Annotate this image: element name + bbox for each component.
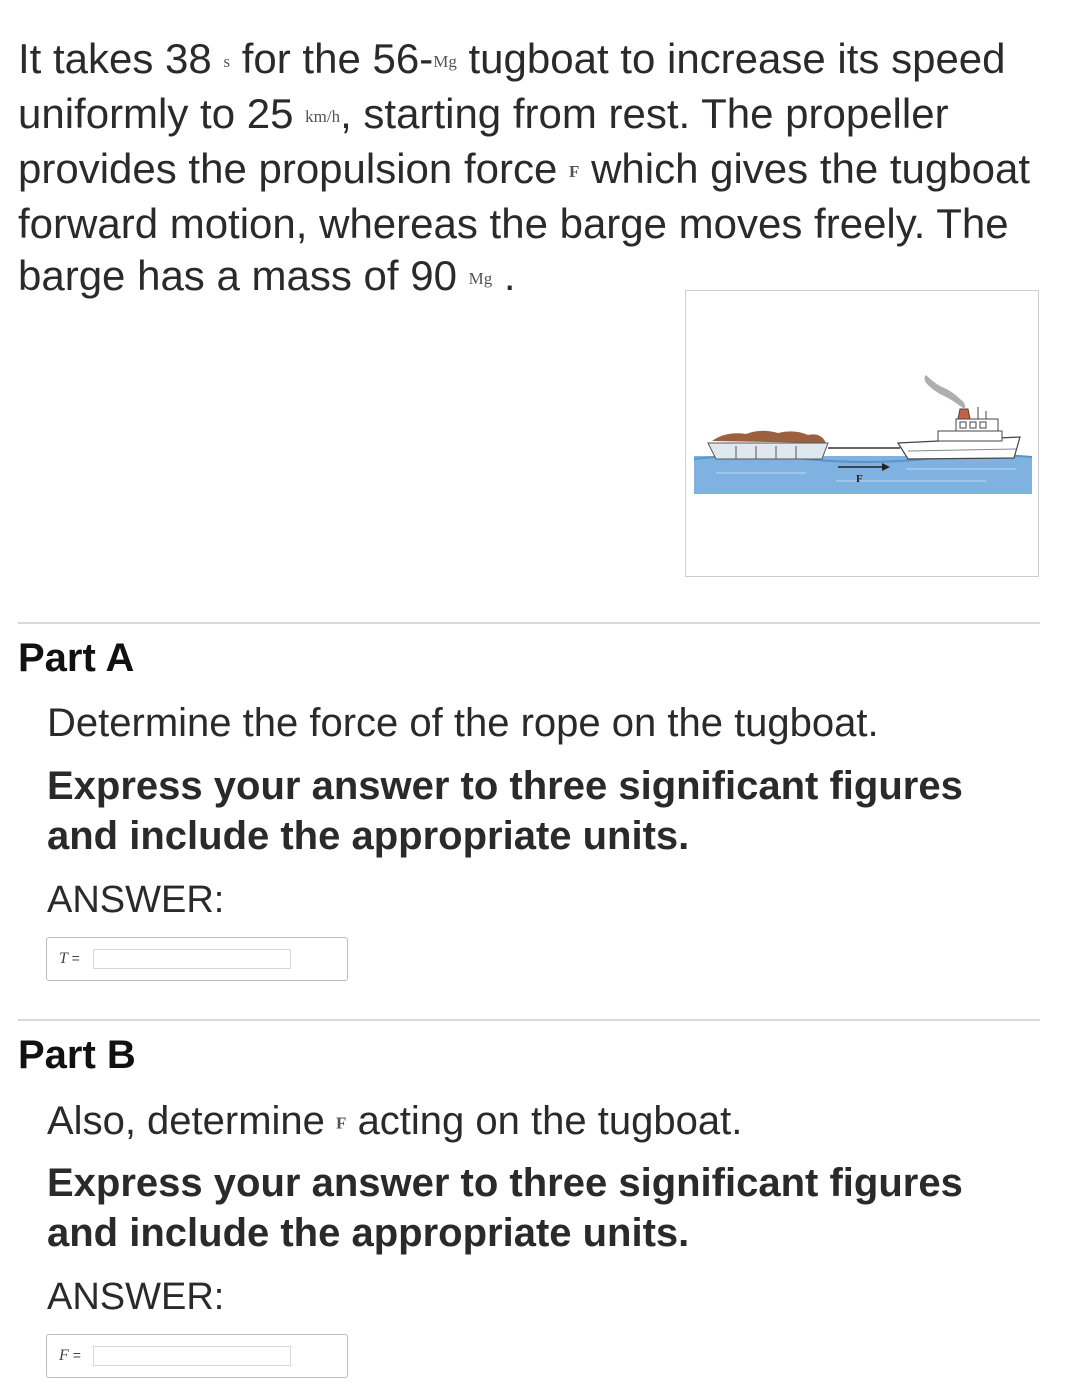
problem-text-2: for the 56- bbox=[241, 35, 434, 82]
problem-text-4: , starting from rest. The propeller provides the propulsion force bbox=[18, 89, 949, 192]
part-b-question-after: acting on the tugboat. bbox=[357, 1099, 743, 1143]
part-a-title: Part A bbox=[18, 636, 135, 680]
part-a-question: Determine the force of the rope on the tugboat. bbox=[47, 701, 879, 745]
problem-text-1: It takes 38 bbox=[18, 35, 212, 82]
problem-text-5: which gives the tugboat forward motion, whereas the barge moves freely. The barge has a mass of 90 bbox=[18, 144, 1031, 299]
part-b-answer-label: ANSWER: bbox=[47, 1276, 225, 1318]
unit-force-symbol: F bbox=[569, 161, 580, 181]
part-a-answer-box bbox=[46, 937, 348, 981]
part-a-variable: T = bbox=[59, 950, 80, 967]
part-b-title: Part B bbox=[18, 1033, 136, 1077]
divider-part-b bbox=[18, 1019, 1040, 1021]
part-a-answer-label: ANSWER: bbox=[47, 879, 225, 921]
part-b-answer-input[interactable] bbox=[93, 1346, 291, 1366]
unit-megagram: Mg bbox=[433, 51, 457, 71]
tugboat-barge-illustration bbox=[686, 291, 1040, 578]
part-b-instruction: Express your answer to three significant figures and include the appropriate units. bbox=[47, 1161, 963, 1255]
part-b-question bbox=[47, 1096, 1037, 1148]
problem-text-3: tugboat to increase its speed uniformly to 25 bbox=[18, 35, 1006, 137]
force-label: F bbox=[856, 473, 863, 485]
part-b-answer-box bbox=[46, 1334, 348, 1378]
part-a-instruction: Express your answer to three significant figures and include the appropriate units. bbox=[47, 764, 963, 858]
unit-seconds: s bbox=[223, 51, 231, 71]
unit-kmh: km/h bbox=[305, 106, 341, 126]
part-b-variable: F = bbox=[59, 1347, 81, 1364]
part-b-question-before: Also, determine bbox=[47, 1099, 325, 1143]
part-a-answer-input[interactable] bbox=[93, 949, 291, 969]
unit-megagram-2: Mg bbox=[468, 268, 493, 288]
problem-statement bbox=[18, 33, 1048, 305]
barge bbox=[708, 431, 828, 459]
divider-part-a bbox=[18, 622, 1040, 624]
problem-text-6: . bbox=[503, 251, 516, 299]
tugboat-figure bbox=[685, 290, 1039, 577]
tugboat bbox=[898, 375, 1020, 459]
part-b-force-symbol: F bbox=[336, 1113, 347, 1133]
